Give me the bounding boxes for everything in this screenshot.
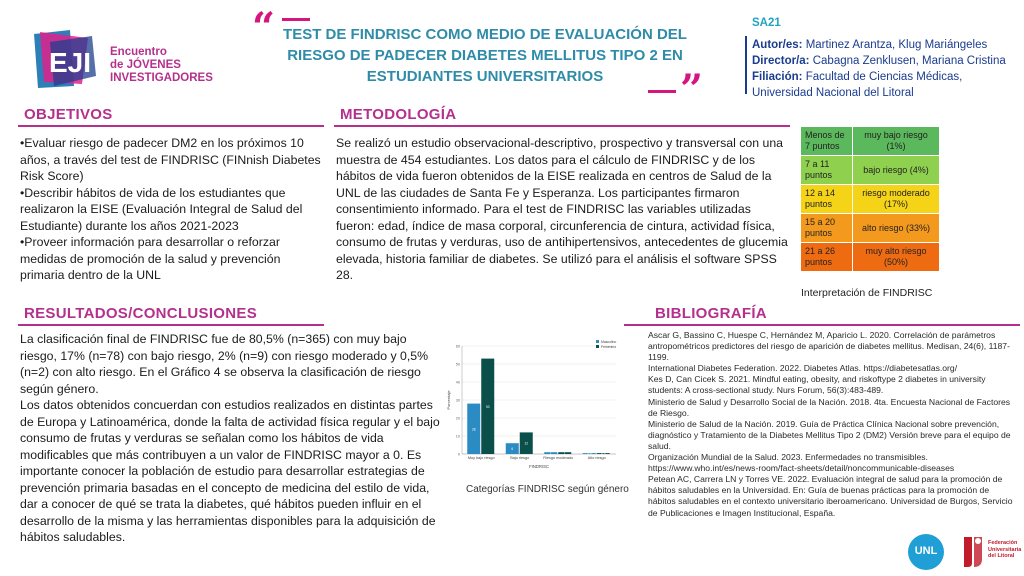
bar-value-label: 53 — [485, 404, 490, 409]
y-tick-label: 30 — [455, 398, 460, 403]
logo-text — [110, 46, 213, 85]
poster-title: TEST DE FINDRISC COMO MEDIO DE EVALUACIÓN DEL RIESGO DE PADECER DIABETES MELLITUS TIPO 2 EN ESTUDIANTES UNIVERSITARIOS — [283, 26, 687, 85]
affiliation-label: Filiación: — [752, 71, 803, 83]
findrisc-level: muy bajo riesgo (1%) — [853, 127, 940, 156]
x-tick-label: Alto riesgo — [587, 456, 606, 460]
fed-logo-text: Federación Universitaria del Litoral — [988, 540, 1022, 559]
findrisc-points: Menos de 7 puntos — [801, 127, 853, 156]
quote-open-icon: “ — [252, 4, 276, 51]
findrisc-level: bajo riesgo (4%) — [853, 156, 940, 185]
findrisc-points: 15 a 20 puntos — [801, 214, 853, 243]
bar-value-label: 28 — [471, 427, 476, 432]
bibliografia-heading: BIBLIOGRAFÍA — [655, 305, 767, 322]
y-tick-label: 20 — [455, 416, 460, 421]
y-tick-label: 0 — [457, 452, 460, 457]
x-tick-label: Bajo riesgo — [510, 456, 530, 460]
objetivo-item: •Describir hábitos de vida de los estudiantes que realizaron la EISE (Evaluación Integral de Salud del Estudiante) durante los años 2021-2023 — [20, 185, 303, 233]
title-rule-top — [282, 18, 310, 21]
metodologia-heading: METODOLOGÍA — [340, 106, 457, 123]
findrisc-level: muy alto riesgo (50%) — [853, 243, 940, 272]
chart-caption: Categorías FINDRISC según género — [466, 484, 629, 495]
logo-line: INVESTIGADORES — [110, 72, 213, 84]
x-axis-label: FINDRISC — [529, 464, 549, 469]
legend-label: Femenino — [601, 344, 617, 349]
fed-logo-icon — [960, 533, 986, 571]
bibliography-item: International Diabetes Federation. 2022. Diabetes Atlas. https://diabetesatlas.org/ — [648, 363, 958, 374]
authors-block — [752, 37, 1022, 101]
bibliography-item: Organización Mundial de la Salud. 2023. Enfermedades no transmisibles. https://www.who.int/es/news-room/fact-sheets/detail/noncommunicable-diseases — [648, 452, 955, 474]
findrisc-points: 12 a 14 puntos — [801, 185, 853, 214]
resultados-paragraph: Los datos obtenidos concuerdan con estudios realizados en distintas partes de Europa y Latinoamérica, donde la falta de actividad física regular y el bajo consumo de frutas y verduras se señalan como los hábitos de vida modificables que más contribuyen a un valor de FINDRISC mayor a 0. Es importante conocer la población de estudio para desarrollar estrategias de prevención primaria basadas en el concepto de medicina del estilo de vida, dar a conocer de qué se trata la diabetes, qué hábitos pueden influir en el desarrollo de la misma y las herramientas disponibles para la adquisición de hábitos saludables. — [20, 398, 440, 544]
y-tick-label: 60 — [455, 344, 460, 349]
bar-value-label: 12 — [524, 441, 529, 446]
bar-value-label: 1 — [549, 451, 552, 456]
poster-code: SA21 — [752, 17, 781, 29]
logo-line: de JÓVENES — [110, 59, 181, 71]
resultados-rule — [18, 324, 324, 326]
objetivos-heading: OBJETIVOS — [24, 106, 113, 123]
affiliation-value: Facultad de Ciencias Médicas, Universidad Nacional del Litoral — [752, 71, 963, 99]
findrisc-row — [801, 127, 940, 156]
bibliography-item: Petean AC, Carrera LN y Torres VE. 2022. Evaluación integral de salud para la promoción de hábitos saludables en la Universidad. En: Guía de buenas prácticas para la promoción de hábitos saludables en el contexto universitario iberoamericano. Universidad de Burgos, Servicio de Publicaciones e Imagen Institucional, España. — [648, 474, 1013, 518]
resultados-text — [20, 331, 446, 546]
authors-label: Autor/es: — [752, 39, 803, 51]
y-tick-label: 10 — [455, 434, 460, 439]
legend-swatch — [596, 345, 599, 348]
findrisc-table — [800, 126, 940, 272]
bibliografia-rule — [624, 324, 1020, 326]
title-rule-bottom — [648, 90, 676, 93]
findrisc-table-caption: Interpretación de FINDRISC — [801, 287, 933, 299]
resultados-heading: RESULTADOS/CONCLUSIONES — [24, 305, 258, 322]
authors-value: Martinez Arantza, Klug Mariángeles — [805, 39, 988, 51]
y-tick-label: 40 — [455, 380, 460, 385]
bibliography-list — [648, 330, 1016, 519]
objetivo-item: •Proveer información para desarrollar o reforzar medidas de promoción de la salud y prevención primaria dentro de la UNL — [20, 235, 281, 282]
metodologia-rule — [334, 125, 790, 127]
objetivos-rule — [18, 125, 324, 127]
y-tick-label: 50 — [455, 362, 460, 367]
y-axis-label: Porcentaje — [446, 390, 451, 410]
bibliography-item: Ministerio de Salud y Desarrollo Social de la Nación. 2018. 4ta. Encuesta Nacional de Factores de Riesgo. — [648, 396, 1011, 418]
logo-line: Encuentro — [110, 46, 167, 58]
metodologia-text: Se realizó un estudio observacional-descriptivo, prospectivo y transversal con una muestra de 454 estudiantes. Los datos para el cálculo de FINDRISC y de los hábitos de vida fueron obtenidos de la EISE realizada en centros de Salud de la UNL de las ciudades de Santa Fe y Esperanza. Los participantes firmaron consentimiento informado. Para el test de FINDRISC las variables utilizadas fueron: edad, índice de masa corporal, circunferencia de cintura, actividad física, consumo de frutas y verduras, uso de antihipertensivos, antecedentes de glucemia elevada, historia familiar de diabetes. Se utilizó para el análisis el software SPSS 28. — [336, 136, 788, 282]
eji-logo — [30, 28, 110, 90]
authors-divider — [745, 36, 747, 94]
resultados-paragraph: La clasificación final de FINDRISC fue de 80,5% (n=365) con muy bajo riesgo, 17% (n=78) con bajo riesgo, 2% (n=9) con riesgo moderado y 0,5% (n=2) con alto riesgo. En el Gráfico 4 se observa la clasificación de riesgo según género. — [20, 332, 429, 396]
quote-close-icon: ” — [680, 66, 704, 113]
bibliography-item: Ministerio de Salud de la Nación. 2019. Guía de Práctica Clínica Nacional sobre prevención, diagnóstico y Tratamiento de la Diabetes Mellitus Tipo 2 (DM2) Versión breve para el equipo de salud. — [648, 418, 1011, 451]
findrisc-level: riesgo moderado (17%) — [853, 185, 940, 214]
legend-swatch — [596, 340, 599, 343]
findrisc-row — [801, 156, 940, 185]
x-tick-label: Muy bajo riesgo — [467, 456, 495, 460]
x-tick-label: Riesgo moderado — [543, 456, 574, 460]
logo-monogram: EJI — [48, 47, 92, 78]
findrisc-row — [801, 185, 940, 214]
bar-value-label: 0.5 — [587, 452, 592, 457]
legend-label: Masculino — [601, 339, 617, 344]
bibliography-item: Ascar G, Bassino C, Huespe C, Hernández M, Aparicio L. 2020. Correlación de parámetros antropométricos predictores del riesgo de aparición de diabetes mellitus. Medisan, 24(6), 1187-1199. — [648, 330, 1010, 363]
gender-risk-chart — [446, 336, 624, 476]
findrisc-level: alto riesgo (33%) — [853, 214, 940, 243]
bibliography-item: Kes D, Can Cicek S. 2021. Mindful eating, obesity, and riskoftype 2 diabetes in university students: A cross-sectional study. Nurs Forum, 56(3):483-489. — [648, 374, 986, 396]
findrisc-row — [801, 214, 940, 243]
findrisc-points: 21 a 26 puntos — [801, 243, 853, 272]
bar-value-label: 1 — [563, 451, 566, 456]
director-label: Director/a: — [752, 55, 810, 67]
director-value: Cabagna Zenklusen, Mariana Cristina — [812, 55, 1006, 67]
objetivos-text — [20, 135, 328, 284]
objetivo-item: •Evaluar riesgo de padecer DM2 en los próximos 10 años, a través del test de FINDRISC (FINnish Diabetes Risk Score) — [20, 136, 321, 183]
bar-value-label: 0.5 — [601, 452, 606, 457]
findrisc-points: 7 a 11 puntos — [801, 156, 853, 185]
unl-logo-text: UNL — [914, 545, 938, 557]
findrisc-row — [801, 243, 940, 272]
bar-value-label: 6 — [511, 447, 514, 452]
